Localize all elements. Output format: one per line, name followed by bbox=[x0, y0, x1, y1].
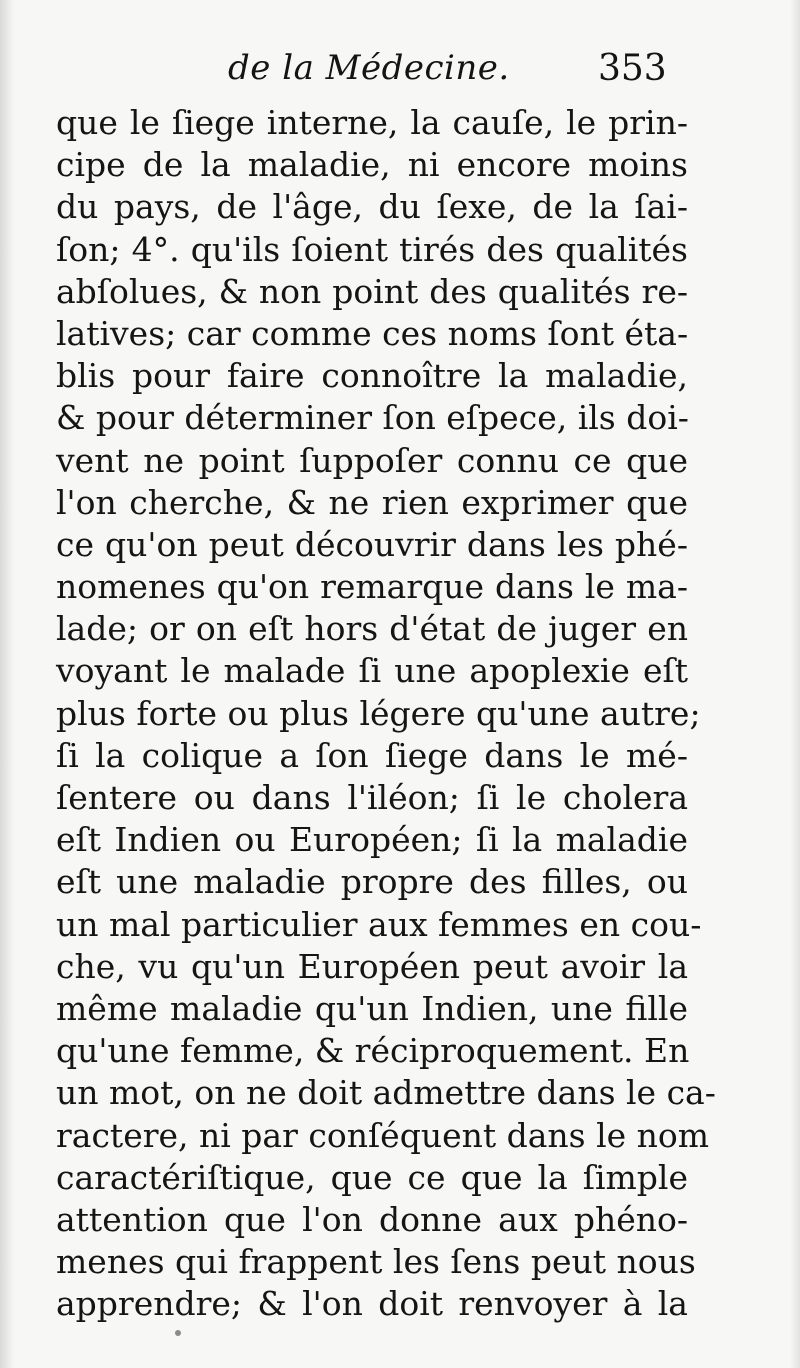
text-line: cipe de la maladie, ni encore moins bbox=[56, 145, 688, 185]
page-right-shadow bbox=[790, 0, 800, 1368]
text-line: vent ne point ſuppoſer connu ce que bbox=[56, 440, 688, 480]
text-line: menes qui frappent les ſens peut nous bbox=[56, 1242, 696, 1282]
text-line: abſolues, & non point des qualités re- bbox=[56, 271, 688, 311]
text-line: eſt Indien ou Européen; ſi la maladie bbox=[56, 820, 688, 860]
text-line: lade; or on eſt hors d'état de juger en bbox=[56, 609, 688, 649]
text-line: même maladie qu'un Indien, une fille bbox=[56, 988, 688, 1028]
text-line: eſt une maladie propre des filles, ou bbox=[56, 862, 688, 902]
text-line: latives; car comme ces noms ſont éta- bbox=[56, 313, 689, 353]
text-line: blis pour faire connoître la maladie, bbox=[56, 356, 688, 396]
text-line: ce qu'on peut découvrir dans les phé- bbox=[56, 524, 688, 564]
body-text bbox=[56, 102, 716, 1325]
text-line: & pour déterminer ſon eſpece, ils doi- bbox=[56, 398, 689, 438]
text-line: un mal particulier aux femmes en cou- bbox=[56, 904, 702, 944]
text-line: ſon; 4°. qu'ils ſoient tirés des qualités bbox=[56, 229, 688, 269]
text-line: qu'une femme, & réciproquement. En bbox=[56, 1031, 690, 1071]
page-header bbox=[0, 48, 800, 108]
text-line: que le ſiege interne, la cauſe, le prin- bbox=[56, 103, 688, 142]
text-line: un mot, on ne doit admettre dans le ca- bbox=[56, 1073, 716, 1113]
page-left-shadow bbox=[0, 0, 14, 1368]
text-line: l'on cherche, & ne rien exprimer que bbox=[56, 482, 688, 522]
text-line: nomenes qu'on remarque dans le ma- bbox=[56, 567, 688, 607]
text-line: voyant le malade ſi une apoplexie eſt bbox=[56, 651, 688, 691]
text-line: plus forte ou plus légere qu'une autre; bbox=[56, 693, 701, 733]
paper-speck bbox=[175, 1330, 181, 1336]
text-line: caractériſtique, que ce que la ſimple bbox=[56, 1157, 688, 1197]
text-line: ſentere ou dans l'iléon; ſi le cholera bbox=[56, 778, 688, 817]
text-line: apprendre; & l'on doit renvoyer à la bbox=[56, 1284, 688, 1324]
text-line: che, vu qu'un Européen peut avoir la bbox=[56, 946, 688, 986]
running-title: de la Médecine. bbox=[228, 48, 510, 88]
text-line: ſi la colique a ſon ſiege dans le mé- bbox=[56, 735, 688, 775]
text-line: du pays, de l'âge, du ſexe, de la ſai- bbox=[56, 187, 688, 227]
text-line: ractere, ni par conſéquent dans le nom bbox=[56, 1115, 710, 1155]
text-line: attention que l'on donne aux phéno- bbox=[56, 1199, 688, 1239]
page-number: 353 bbox=[598, 48, 667, 89]
